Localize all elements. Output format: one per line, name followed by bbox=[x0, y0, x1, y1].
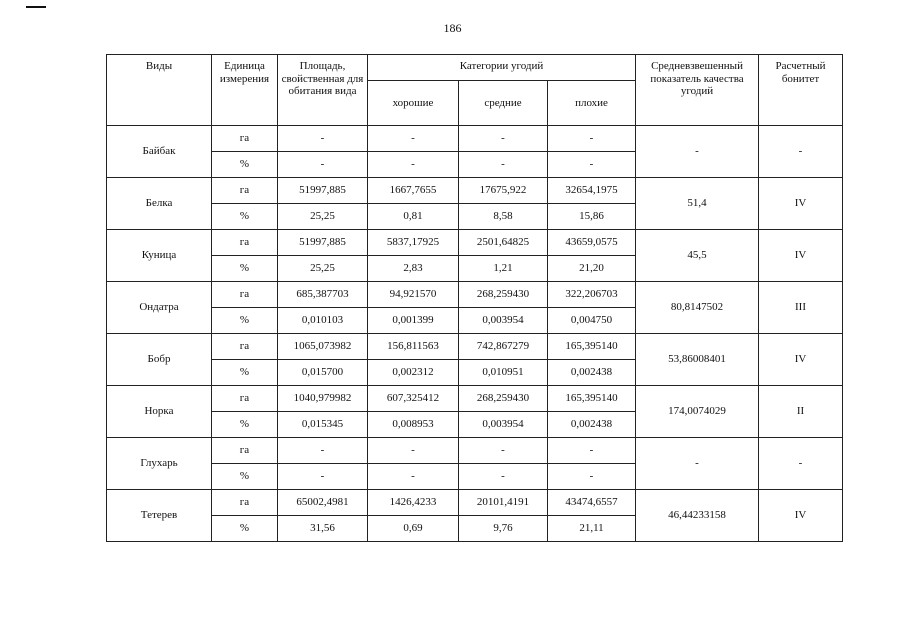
good-cell: - bbox=[368, 464, 459, 490]
table-row bbox=[107, 126, 843, 152]
unit-cell: га bbox=[212, 126, 278, 152]
table-row bbox=[107, 438, 843, 464]
bonitet-cell: III bbox=[759, 282, 843, 334]
medium-cell: 742,867279 bbox=[459, 334, 548, 360]
medium-cell: - bbox=[459, 464, 548, 490]
bonitet-cell: - bbox=[759, 126, 843, 178]
unit-cell: % bbox=[212, 308, 278, 334]
weighted-quality-cell: 51,4 bbox=[636, 178, 759, 230]
unit-cell: % bbox=[212, 256, 278, 282]
good-cell: 0,69 bbox=[368, 516, 459, 542]
weighted-quality-cell: 53,86008401 bbox=[636, 334, 759, 386]
good-cell: - bbox=[368, 438, 459, 464]
unit-cell: га bbox=[212, 386, 278, 412]
weighted-quality-cell: 45,5 bbox=[636, 230, 759, 282]
bonitet-cell: - bbox=[759, 438, 843, 490]
corner-mark bbox=[26, 6, 46, 8]
unit-cell: га bbox=[212, 334, 278, 360]
header-good: хорошие bbox=[368, 81, 459, 126]
unit-cell: % bbox=[212, 516, 278, 542]
poor-cell: - bbox=[548, 152, 636, 178]
poor-cell: 0,002438 bbox=[548, 412, 636, 438]
species-name: Тетерев bbox=[107, 490, 212, 542]
unit-cell: га bbox=[212, 438, 278, 464]
medium-cell: 8,58 bbox=[459, 204, 548, 230]
medium-cell: 1,21 bbox=[459, 256, 548, 282]
area-cell: 25,25 bbox=[278, 204, 368, 230]
bonitet-cell: IV bbox=[759, 334, 843, 386]
poor-cell: 43659,0575 bbox=[548, 230, 636, 256]
table-row bbox=[107, 386, 843, 412]
medium-cell: 268,259430 bbox=[459, 282, 548, 308]
area-cell: 51997,885 bbox=[278, 230, 368, 256]
unit-cell: % bbox=[212, 360, 278, 386]
poor-cell: 15,86 bbox=[548, 204, 636, 230]
unit-cell: % bbox=[212, 412, 278, 438]
unit-cell: га bbox=[212, 230, 278, 256]
poor-cell: 21,20 bbox=[548, 256, 636, 282]
table-row bbox=[107, 178, 843, 204]
good-cell: 0,008953 bbox=[368, 412, 459, 438]
area-cell: 0,010103 bbox=[278, 308, 368, 334]
table-row bbox=[107, 282, 843, 308]
good-cell: 5837,17925 bbox=[368, 230, 459, 256]
medium-cell: 17675,922 bbox=[459, 178, 548, 204]
unit-cell: % bbox=[212, 204, 278, 230]
table-row bbox=[107, 334, 843, 360]
medium-cell: - bbox=[459, 152, 548, 178]
good-cell: 1426,4233 bbox=[368, 490, 459, 516]
area-cell: 0,015700 bbox=[278, 360, 368, 386]
poor-cell: 165,395140 bbox=[548, 334, 636, 360]
medium-cell: - bbox=[459, 438, 548, 464]
area-cell: 65002,4981 bbox=[278, 490, 368, 516]
header-row bbox=[107, 55, 843, 81]
area-cell: 31,56 bbox=[278, 516, 368, 542]
species-name: Ондатра bbox=[107, 282, 212, 334]
medium-cell: 9,76 bbox=[459, 516, 548, 542]
weighted-quality-cell: - bbox=[636, 438, 759, 490]
species-name: Глухарь bbox=[107, 438, 212, 490]
area-cell: - bbox=[278, 126, 368, 152]
bonitet-cell: IV bbox=[759, 178, 843, 230]
good-cell: 2,83 bbox=[368, 256, 459, 282]
poor-cell: - bbox=[548, 438, 636, 464]
area-cell: 0,015345 bbox=[278, 412, 368, 438]
unit-cell: га bbox=[212, 282, 278, 308]
good-cell: - bbox=[368, 152, 459, 178]
bonitet-cell: IV bbox=[759, 490, 843, 542]
good-cell: - bbox=[368, 126, 459, 152]
medium-cell: 0,003954 bbox=[459, 308, 548, 334]
header-unit: Единица измерения bbox=[212, 55, 278, 126]
poor-cell: 322,206703 bbox=[548, 282, 636, 308]
page-number: 186 bbox=[443, 21, 462, 35]
species-table bbox=[106, 54, 843, 542]
species-name: Норка bbox=[107, 386, 212, 438]
species-name: Байбак bbox=[107, 126, 212, 178]
poor-cell: - bbox=[548, 464, 636, 490]
good-cell: 0,001399 bbox=[368, 308, 459, 334]
poor-cell: 21,11 bbox=[548, 516, 636, 542]
good-cell: 94,921570 bbox=[368, 282, 459, 308]
good-cell: 0,002312 bbox=[368, 360, 459, 386]
bonitet-cell: IV bbox=[759, 230, 843, 282]
area-cell: 1065,073982 bbox=[278, 334, 368, 360]
good-cell: 156,811563 bbox=[368, 334, 459, 360]
weighted-quality-cell: 174,0074029 bbox=[636, 386, 759, 438]
unit-cell: % bbox=[212, 152, 278, 178]
weighted-quality-cell: 80,8147502 bbox=[636, 282, 759, 334]
header-poor: плохие bbox=[548, 81, 636, 126]
header-categories: Категории угодий bbox=[368, 55, 636, 81]
medium-cell: 20101,4191 bbox=[459, 490, 548, 516]
header-species: Виды bbox=[107, 55, 212, 126]
medium-cell: 0,010951 bbox=[459, 360, 548, 386]
poor-cell: 0,002438 bbox=[548, 360, 636, 386]
unit-cell: % bbox=[212, 464, 278, 490]
medium-cell: 2501,64825 bbox=[459, 230, 548, 256]
good-cell: 0,81 bbox=[368, 204, 459, 230]
poor-cell: - bbox=[548, 126, 636, 152]
medium-cell: 0,003954 bbox=[459, 412, 548, 438]
area-cell: 51997,885 bbox=[278, 178, 368, 204]
table-body bbox=[107, 126, 843, 542]
medium-cell: - bbox=[459, 126, 548, 152]
good-cell: 607,325412 bbox=[368, 386, 459, 412]
species-name: Бобр bbox=[107, 334, 212, 386]
weighted-quality-cell: - bbox=[636, 126, 759, 178]
area-cell: - bbox=[278, 438, 368, 464]
bonitet-cell: II bbox=[759, 386, 843, 438]
header-weighted-quality: Средневзвешенный показатель качества угодий bbox=[636, 55, 759, 126]
species-name: Белка bbox=[107, 178, 212, 230]
table-row bbox=[107, 490, 843, 516]
header-bonitet: Расчетный бонитет bbox=[759, 55, 843, 126]
unit-cell: га bbox=[212, 178, 278, 204]
header-medium: средние bbox=[459, 81, 548, 126]
weighted-quality-cell: 46,44233158 bbox=[636, 490, 759, 542]
species-name: Куница bbox=[107, 230, 212, 282]
unit-cell: га bbox=[212, 490, 278, 516]
poor-cell: 43474,6557 bbox=[548, 490, 636, 516]
area-cell: 25,25 bbox=[278, 256, 368, 282]
table-row bbox=[107, 230, 843, 256]
good-cell: 1667,7655 bbox=[368, 178, 459, 204]
area-cell: 685,387703 bbox=[278, 282, 368, 308]
area-cell: - bbox=[278, 152, 368, 178]
poor-cell: 0,004750 bbox=[548, 308, 636, 334]
header-area: Площадь, свойственная для обитания вида bbox=[278, 55, 368, 126]
area-cell: - bbox=[278, 464, 368, 490]
medium-cell: 268,259430 bbox=[459, 386, 548, 412]
area-cell: 1040,979982 bbox=[278, 386, 368, 412]
poor-cell: 165,395140 bbox=[548, 386, 636, 412]
poor-cell: 32654,1975 bbox=[548, 178, 636, 204]
